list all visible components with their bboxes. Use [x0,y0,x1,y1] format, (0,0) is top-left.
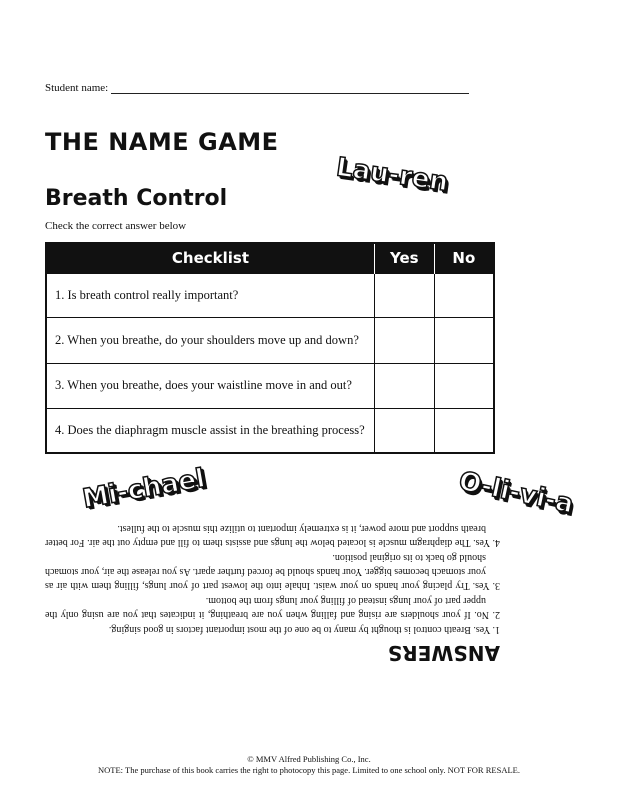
no-checkbox-4[interactable] [434,408,494,453]
yes-checkbox-4[interactable] [374,408,434,453]
header-no: No [434,243,494,273]
yes-checkbox-2[interactable] [374,317,434,363]
question-2: 2. When you breathe, do your shoulders move up and down? [46,317,374,363]
table-row [46,273,494,317]
table-row [46,408,494,453]
checklist-table [45,242,495,454]
answers-title: ANSWERS [387,641,500,665]
question-1: 1. Is breath control really important? [46,273,374,317]
answer-3: 3. Yes. Try placing your hands on your waist. Inhale into the lowest part of your lungs, filling them with air as your stomach becomes bigger. Your hands should be forced further apart. As you release the air, your stomach should go back to its original position. [45,552,500,591]
table-row [46,363,494,408]
yes-checkbox-3[interactable] [374,363,434,408]
name-sticker-lauren: Lau-ren [334,152,450,198]
header-yes: Yes [374,243,434,273]
answer-2: 2. No. If your shoulders are rising and falling when you are breathing, it indicates that you are using only the upper part of your lungs instead of filling your lungs from the bottom. [45,595,500,620]
question-3: 3. When you breathe, does your waistline move in and out? [46,363,374,408]
answer-1: 1. Yes. Breath control is thought by many to be one of the most important factors in good singing. [108,624,500,635]
no-checkbox-2[interactable] [434,317,494,363]
student-name-line[interactable] [111,84,469,94]
photocopy-note: NOTE: The purchase of this book carries the right to photocopy this page. Limited to one school only. NOT FOR RESALE. [98,765,520,775]
student-name-label: Student name: [45,82,109,94]
answer-4: 4. Yes. The diaphragm muscle is located below the lungs and assists them to fill and empty out the air. For better breath support and more power, it is extremely important to utilize this muscle to the fullest. [45,523,500,548]
question-4: 4. Does the diaphragm muscle assist in the breathing process? [46,408,374,453]
no-checkbox-3[interactable] [434,363,494,408]
page-title: THE NAME GAME [45,128,279,156]
student-name-row [45,82,469,94]
instruction-text: Check the correct answer below [45,220,187,232]
name-sticker-olivia: O-li-vi-a [456,466,577,520]
header-checklist: Checklist [46,243,374,273]
checklist-header-row [46,243,494,273]
table-row [46,317,494,363]
section-title: Breath Control [45,186,228,211]
page-footer [0,754,618,776]
yes-checkbox-1[interactable] [374,273,434,317]
name-sticker-michael: Mi-chael [80,463,208,515]
answers-section-upside-down [45,520,500,665]
copyright-text: © MMV Alfred Publishing Co., Inc. [247,754,371,764]
no-checkbox-1[interactable] [434,273,494,317]
